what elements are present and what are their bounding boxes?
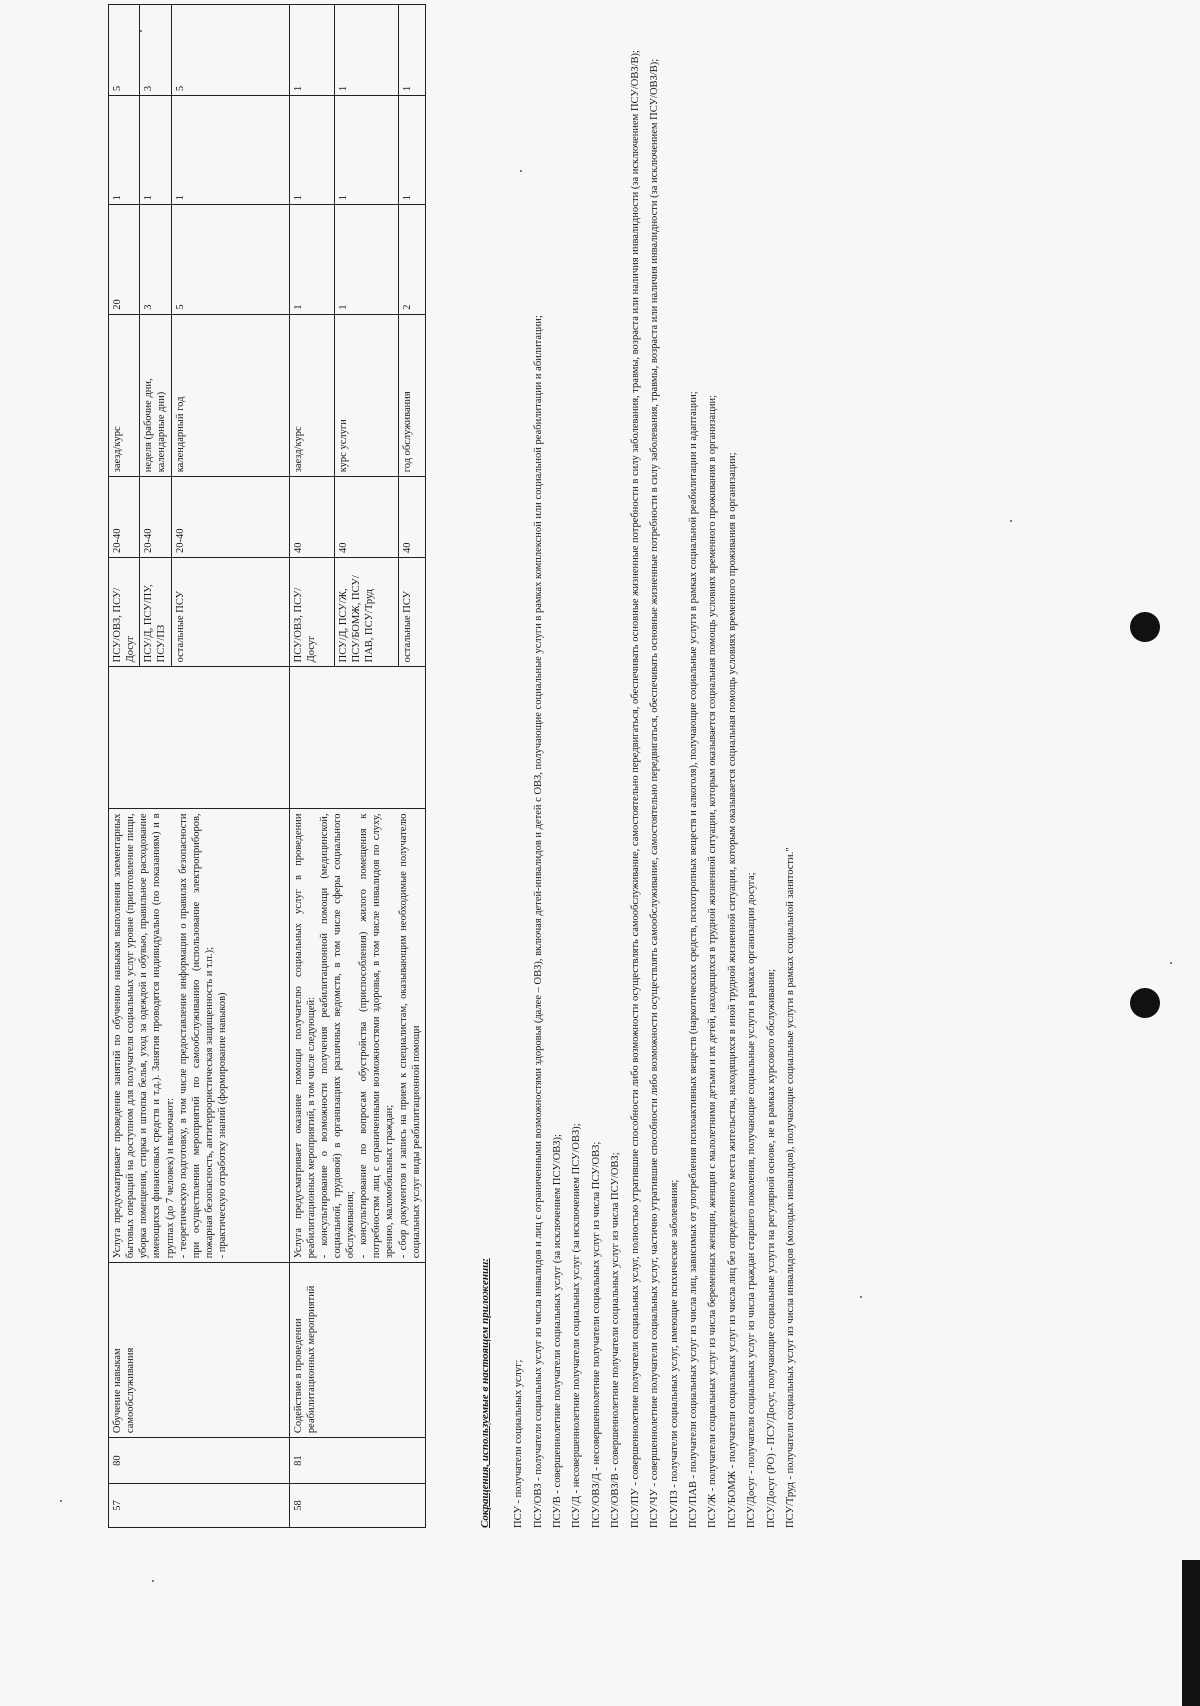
table-row — [289, 5, 334, 1528]
duration: 20-40 — [171, 477, 289, 558]
recipient-category: остальные ПСУ — [171, 558, 289, 667]
punch-hole-mark — [1130, 988, 1160, 1018]
scan-speck — [1010, 520, 1012, 522]
unit-count: 1 — [109, 96, 140, 205]
services-table — [108, 4, 426, 1528]
unit-count: 1 — [289, 96, 334, 205]
description-paragraph: - практическую отработку знаний (формирование навыков) — [217, 992, 228, 1259]
unit: год обслуживания — [399, 314, 425, 477]
abbreviation-item: ПСУ/ПУ - совершеннолетние получатели социальных услуг, полностью утратившие способности либо возможности осуществлять самообслуживание, самостоятельно передвигаться, обеспечивать основные жизненные потребности в силу заболевания, травмы, возраста или наличия инвалидности (за исключением ПСУ/ОВЗ/В); — [629, 50, 641, 1528]
unit: курс услуги — [334, 314, 398, 477]
unit-count: 1 — [140, 96, 171, 205]
scan-speck — [520, 170, 522, 172]
total: 5 — [171, 5, 289, 96]
service-name: Содействие в проведении реабилитационных мероприятий — [289, 1263, 425, 1438]
total: 1 — [289, 5, 334, 96]
scan-speck — [1170, 962, 1172, 964]
unit: заезд/курс — [109, 314, 140, 477]
total: 5 — [109, 5, 140, 96]
duration: 40 — [399, 477, 425, 558]
scan-edge-mark — [1182, 1560, 1200, 1706]
description-paragraph: - сбор документов и запись на прием к специалистам, оказывающим необходимые получателю социальных услуг виды реабилитационной помощи — [397, 813, 422, 1259]
total: 1 — [334, 5, 398, 96]
duration: 20-40 — [140, 477, 171, 558]
recipient-category: остальные ПСУ — [399, 558, 425, 667]
recipient-category: ПСУ/Д, ПСУ/Ж, ПСУ/БОМЖ, ПСУ/ПАВ, ПСУ/Труд — [334, 558, 398, 667]
service-code: 80 — [109, 1438, 290, 1484]
unit: неделя (рабочие дни, календарные дни) — [140, 314, 171, 477]
abbreviation-item: ПСУ/Ж - получатели социальных услуг из числа беременных женщин, женщин с малолетними детьми и их детей, находящихся в трудной жизненной ситуации, которым оказывается социальная помощь условиях временного проживания в организации; — [707, 395, 719, 1528]
service-description — [109, 809, 290, 1263]
description-paragraph: Услуга предусматривает проведение занятий по обучению навыкам выполнения элементарных бытовых операций на доступном для получателя социальных услуг уровне (приготовление пищи, уборка помещения, стирка и штопка белья, уход за одеждой и обувью, правильное расходование имеющихся финансовых средств и т.д.). Занятия проводятся индивидуально (по показаниям) и в группах (до 7 человек) и включают: — [112, 813, 176, 1259]
abbreviation-item: ПСУ/ПЗ - получатели социальных услуг, имеющие психические заболевания; — [668, 1179, 680, 1528]
count: 2 — [399, 205, 425, 314]
count: 5 — [171, 205, 289, 314]
blank-cell — [109, 667, 290, 809]
abbreviation-item: ПСУ/В - совершеннолетние получатели социальных услуг (за исключением ПСУ/ОВЗ); — [551, 1134, 563, 1528]
abbreviation-item: ПСУ/ОВЗ/Д - несовершеннолетние получатели социальных услуг из числа ПСУ/ОВЗ; — [590, 1141, 602, 1528]
service-description — [289, 809, 425, 1263]
abbreviation-item: ПСУ/ЧУ - совершеннолетние получатели социальных услуг, частично утратившие способности либо возможности осуществлять самообслуживание, самостоятельно передвигаться, обеспечивать основные жизненные потребности в силу заболевания, травмы, возраста или наличия инвалидности (за исключением ПСУ/ОВЗ/В); — [649, 58, 661, 1528]
service-code: 81 — [289, 1438, 425, 1484]
description-paragraph: - консультирование по вопросам обустройства (приспособления) жилого помещения к потребностям лиц с ограниченными возможностями здоровья, в том числе инвалидов по слуху, зрению, маломобильных граждан; — [358, 813, 396, 1259]
abbreviations-section — [478, 28, 804, 1528]
recipient-category: ПСУ/ОВЗ, ПСУ/Досуг — [289, 558, 334, 667]
duration: 40 — [289, 477, 334, 558]
description-paragraph: - консультирование о возможности получения реабилитационной помощи (медицинской, социальной, трудовой) в организациях различных ведомств, в том числе сферы социального обслуживания; — [318, 813, 356, 1259]
total: 1 — [399, 5, 425, 96]
count: 20 — [109, 205, 140, 314]
row-number: 57 — [109, 1484, 290, 1528]
unit-count: 1 — [171, 96, 289, 205]
count: 3 — [140, 205, 171, 314]
unit-count: 1 — [399, 96, 425, 205]
abbreviation-item: ПСУ/Д - несовершеннолетние получатели социальных услуг (за исключением ПСУ/ОВЗ); — [571, 1123, 583, 1528]
recipient-category: ПСУ/ОВЗ, ПСУ/Досуг — [109, 558, 140, 667]
blank-cell — [289, 667, 425, 809]
unit-count: 1 — [334, 96, 398, 205]
row-number: 58 — [289, 1484, 425, 1528]
duration: 40 — [334, 477, 398, 558]
scan-speck — [860, 1296, 862, 1298]
abbreviation-item: ПСУ/ОВЗ/В - совершеннолетние получатели социальных услуг из числа ПСУ/ОВЗ; — [610, 1152, 622, 1528]
abbreviation-item: ПСУ/ПАВ - получатели социальных услуг из числа лиц, зависимых от употребления психоактивных веществ (наркотических средств, психотропных веществ и алкоголя), получающие социальные услуги в рамках социальной реабилитации и адаптации; — [688, 391, 700, 1528]
recipient-category: ПСУ/Д, ПСУ/ПУ, ПСУ/ПЗ — [140, 558, 171, 667]
service-name: Обучение навыкам самообслуживания — [109, 1263, 290, 1438]
punch-hole-mark — [1130, 612, 1160, 642]
count: 1 — [289, 205, 334, 314]
description-paragraph: - теоретическую подготовку, в том числе предоставление информации о правилах безопасности при осуществлении мероприятий по самообслуживанию (использование электроприборов, пожарная безопасность, антитеррористическая защищенность и т.п.); — [177, 813, 215, 1259]
description-paragraph: Услуга предусматривает оказание помощи получателю социальных услуг в проведении реабилитационных мероприятий, в том числе следующей: — [292, 813, 317, 1259]
scan-speck — [60, 1500, 62, 1502]
scan-speck — [140, 30, 142, 32]
abbreviation-item: ПСУ/Труд - получатели социальных услуг из числа инвалидов (молодых инвалидов), получающие социальные услуги в рамках социальной занятости." — [785, 847, 797, 1528]
abbreviation-item: ПСУ/Досуг - получатели социальных услуг из числа граждан старшего поколения, получающие социальные услуги в рамках организации досуга; — [746, 872, 758, 1528]
abbreviation-item: ПСУ/Досуг (РО) - ПСУ/Досуг, получающие социальные услуги на регулярной основе, не в рамках курсового обслуживания; — [765, 969, 777, 1528]
unit: заезд/курс — [289, 314, 334, 477]
total: 3 — [140, 5, 171, 96]
table-row — [109, 5, 140, 1528]
count: 1 — [334, 205, 398, 314]
abbreviation-item: ПСУ - получатели социальных услуг; — [513, 1359, 525, 1528]
unit: календарный год — [171, 314, 289, 477]
abbreviation-item: ПСУ/БОМЖ - получатели социальных услуг из числа лиц без определенного места жительства, находящихся в иной трудной жизненной ситуации, которым оказывается социальная помощь условиях временного проживания в организации; — [726, 452, 738, 1528]
abbreviation-item: ПСУ/ОВЗ - получатели социальных услуг из числа инвалидов и лиц с ограниченными возможностями здоровья (далее – ОВЗ), включая детей-инвалидов и детей с ОВЗ, получающие социальные услуги в рамках комплексной или социальной реабилитации и абилитации; — [532, 315, 544, 1528]
duration: 20-40 — [109, 477, 140, 558]
scan-speck — [152, 1580, 154, 1582]
abbreviations-heading: Сокращения, используемые в настоящем приложении: — [479, 1258, 491, 1528]
